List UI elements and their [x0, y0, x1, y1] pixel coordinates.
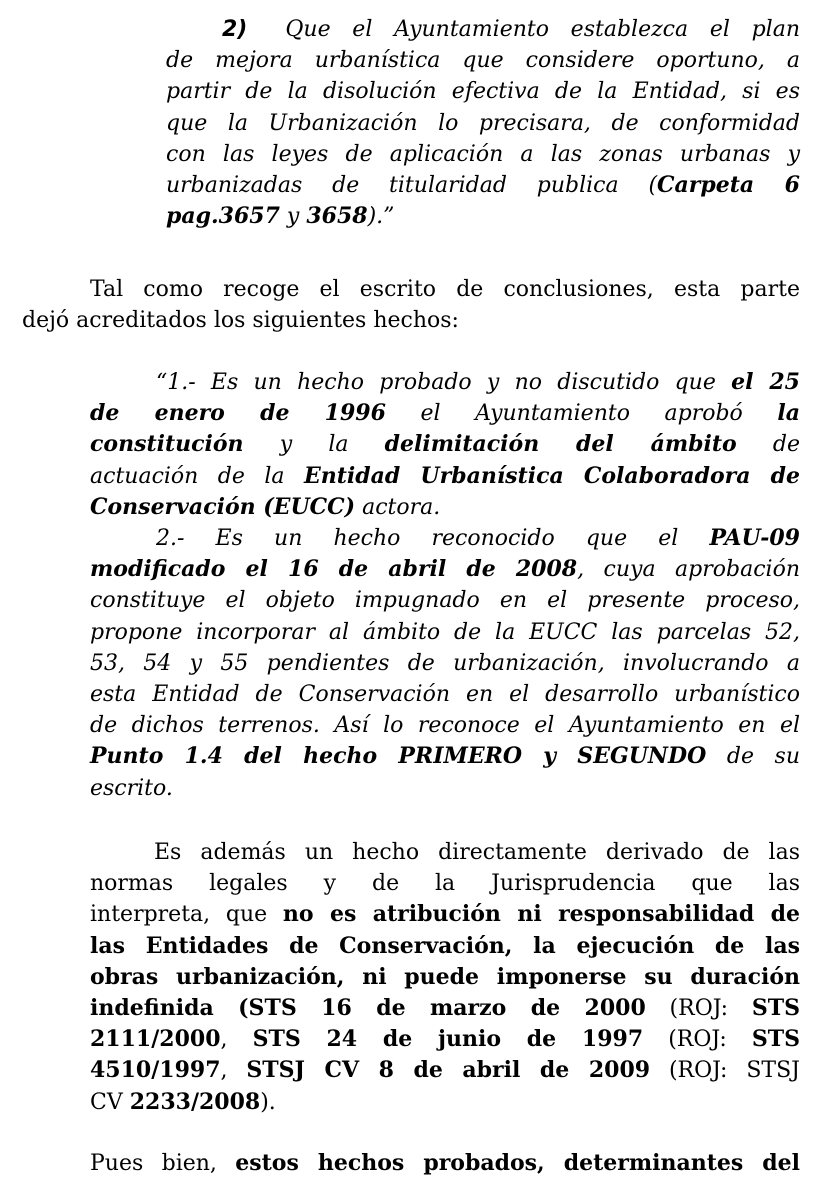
quote-item-2-line: [166, 170, 800, 201]
text: urbanizadas de titularidad publica (: [166, 173, 658, 199]
facts-line: [90, 554, 800, 585]
text: Que el Ayuntamiento establezca el plan: [285, 17, 800, 42]
text: ,: [220, 1027, 253, 1053]
quote-item-2-number: 2): [222, 17, 248, 42]
facts-line: [90, 648, 800, 679]
text: normas legales y de la Jurisprudencia que las: [90, 871, 800, 897]
text: de: [736, 432, 800, 458]
facts-line: [90, 585, 800, 616]
bold-text: las Entidades de Conservación, la ejecución de las: [90, 932, 800, 959]
quote-item-2-lines: [166, 14, 800, 232]
facts-line: [90, 710, 800, 741]
text: propone incorporar al ámbito de la EUCC las parcelas 52,: [90, 619, 800, 645]
further-line: [90, 837, 800, 868]
further-lines: [90, 837, 800, 1118]
text: y la: [243, 432, 385, 458]
bold-text: 2233/2008: [129, 1088, 261, 1115]
text: 53, 54 y 55 pendientes de urbanización, involucrando a: [90, 650, 800, 676]
text: de su: [706, 744, 800, 770]
bold-text: modificado el 16 de abril de 2008: [90, 556, 578, 583]
facts-line: [90, 461, 800, 492]
bold-text: pag.3657: [166, 203, 280, 230]
text: (ROJ: STSJ: [650, 1058, 800, 1084]
intro-line-2: dejó acreditados los siguientes hechos:: [22, 308, 459, 334]
text: escrito.: [90, 775, 173, 801]
text: (ROJ:: [645, 996, 752, 1022]
quote-item-2-line: [166, 76, 800, 107]
text: con las leyes de aplicación a las zonas urbanas y: [166, 141, 800, 167]
facts-line: [90, 617, 800, 648]
facts-line: [90, 492, 800, 523]
bold-text: Conservación (EUCC): [90, 493, 356, 520]
further-line: [90, 868, 800, 899]
intro-paragraph: [22, 274, 800, 336]
bold-text: 3658: [306, 203, 368, 230]
text: constituye el objeto impugnado en el presente proceso,: [90, 588, 800, 614]
facts-line: [90, 398, 800, 429]
text: y: [279, 204, 307, 230]
text: ).: [260, 1089, 276, 1115]
bold-text: estos hechos probados, determinantes del: [235, 1150, 800, 1176]
bold-text: el 25: [731, 369, 800, 395]
text: “1.- Es un hecho probado y no discutido que: [156, 370, 732, 395]
bold-text: STS: [751, 1026, 800, 1053]
further-line: [90, 1055, 800, 1086]
intro-line-1: Tal como recoge el escrito de conclusiones, esta parte: [90, 277, 800, 302]
quote-item-2-line: [166, 45, 800, 76]
bold-text: constitución: [90, 431, 244, 458]
quote-item-2-line: [166, 108, 800, 139]
bold-text: de enero de 1996: [90, 400, 386, 427]
further-line: [90, 962, 800, 993]
facts-line: [90, 773, 800, 804]
text: el Ayuntamiento aprobó: [385, 401, 778, 427]
facts-line: [90, 429, 800, 460]
text: actora.: [355, 494, 441, 520]
bold-text: STS 24 de junio de 1997: [252, 1026, 644, 1053]
facts-quote: [90, 367, 800, 804]
text: (ROJ:: [643, 1027, 752, 1053]
further-line: [90, 1087, 800, 1118]
bold-text: indefinida (STS 16 de marzo de 2000: [90, 995, 646, 1022]
further-line: [90, 1024, 800, 1055]
facts-line: [90, 679, 800, 710]
bold-text: Entidad Urbanística Colaboradora de: [303, 462, 800, 489]
text: , cuya aprobación: [577, 557, 800, 583]
quote-item-2-line: [166, 14, 800, 45]
text: interpreta, que: [90, 902, 283, 928]
facts-line: [90, 523, 800, 554]
further-paragraph: [90, 837, 800, 1118]
bold-text: 2111/2000: [90, 1026, 221, 1053]
quote-item-2: [166, 14, 800, 232]
closing-lines: [90, 1148, 800, 1179]
facts-lines: [90, 367, 800, 804]
further-line: [90, 899, 800, 930]
text: actuación de la: [90, 463, 304, 489]
bold-text: Punto 1.4 del hecho PRIMERO y SEGUNDO: [90, 743, 707, 770]
bold-text: PAU-09: [709, 525, 800, 552]
facts-line: [90, 741, 800, 772]
text: de mejora urbanística que considere oportuno, a: [166, 48, 800, 74]
text: ).”: [367, 204, 395, 230]
facts-line: [90, 367, 800, 398]
text: Pues bien,: [90, 1151, 236, 1176]
closing-paragraph: [90, 1148, 800, 1179]
text: CV: [90, 1089, 130, 1115]
bold-text: no es atribución ni responsabilidad de: [282, 901, 800, 928]
further-line: [90, 931, 800, 962]
text: Es además un hecho directamente derivado de las: [154, 840, 800, 865]
further-line: [90, 993, 800, 1024]
text: partir de la disolución efectiva de la Entidad, si es: [166, 79, 800, 105]
bold-text: la: [777, 400, 800, 427]
bold-text: delimitación del ámbito: [384, 431, 737, 458]
quote-item-2-line: [166, 201, 800, 232]
quote-item-2-line: [166, 139, 800, 170]
text: esta Entidad de Conservación en el desarrollo urbanístico: [90, 682, 800, 708]
bold-text: STS: [751, 995, 800, 1022]
text: 2.- Es un hecho reconocido que el: [156, 526, 710, 552]
text: ,: [220, 1058, 247, 1084]
text: de dichos terrenos. Así lo reconoce el Ayuntamiento en el: [90, 713, 800, 739]
bold-text: obras urbanización, ni puede imponerse su duración: [90, 963, 800, 990]
text: que la Urbanización lo precisara, de conformidad: [166, 110, 800, 136]
bold-text: 4510/1997: [90, 1057, 221, 1084]
closing-line: [90, 1148, 800, 1179]
bold-text: Carpeta 6: [657, 172, 800, 199]
bold-text: STSJ CV 8 de abril de 2009: [246, 1057, 651, 1084]
